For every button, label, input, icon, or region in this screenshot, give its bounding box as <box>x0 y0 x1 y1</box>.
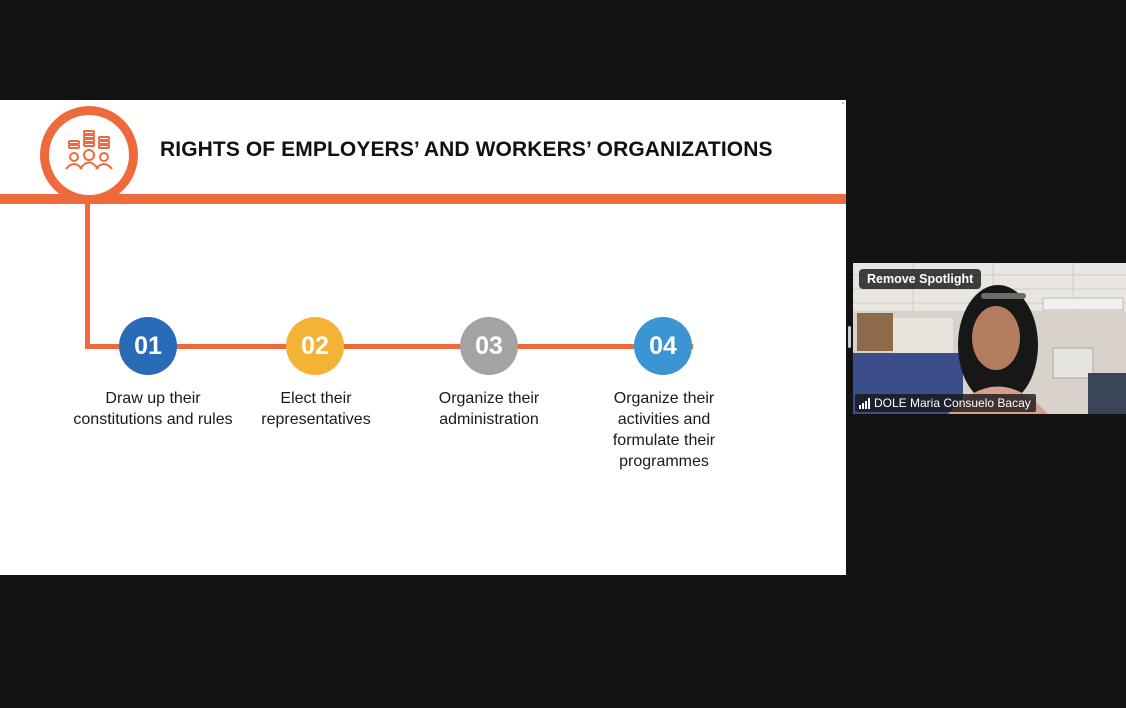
remove-spotlight-button[interactable]: Remove Spotlight <box>859 269 981 289</box>
participant-video-tile[interactable] <box>853 263 1126 414</box>
step-4-text: Organize their activities and formulate their programmes <box>612 390 716 470</box>
people-coins-icon <box>62 127 116 181</box>
signal-bars-icon <box>859 398 870 409</box>
step-1-badge <box>119 317 177 375</box>
participant-name: DOLE Maria Consuelo Bacay <box>874 396 1031 410</box>
step-2-badge <box>286 317 344 375</box>
slide-logo <box>40 106 138 204</box>
slide-header-bar <box>0 194 846 204</box>
step-3-number: 03 <box>475 331 503 360</box>
step-4-badge <box>634 317 692 375</box>
slide-title: RIGHTS OF EMPLOYERS’ AND WORKERS’ ORGANIZATIONS <box>160 138 773 161</box>
step-2-number: 02 <box>301 331 329 360</box>
shared-slide <box>0 100 846 575</box>
step-3-text: Organize their administration <box>438 390 540 428</box>
timeline-vertical-line <box>85 200 90 349</box>
participant-name-tag <box>855 394 1036 412</box>
step-2-text: Elect their representatives <box>261 390 371 428</box>
step-1-text: Draw up their constitutions and rules <box>73 390 233 428</box>
panel-resize-handle[interactable] <box>848 326 851 348</box>
step-1-number: 01 <box>134 331 162 360</box>
step-3-badge <box>460 317 518 375</box>
slide-corner-mark: ▪ <box>841 101 844 107</box>
step-4-number: 04 <box>649 331 677 360</box>
